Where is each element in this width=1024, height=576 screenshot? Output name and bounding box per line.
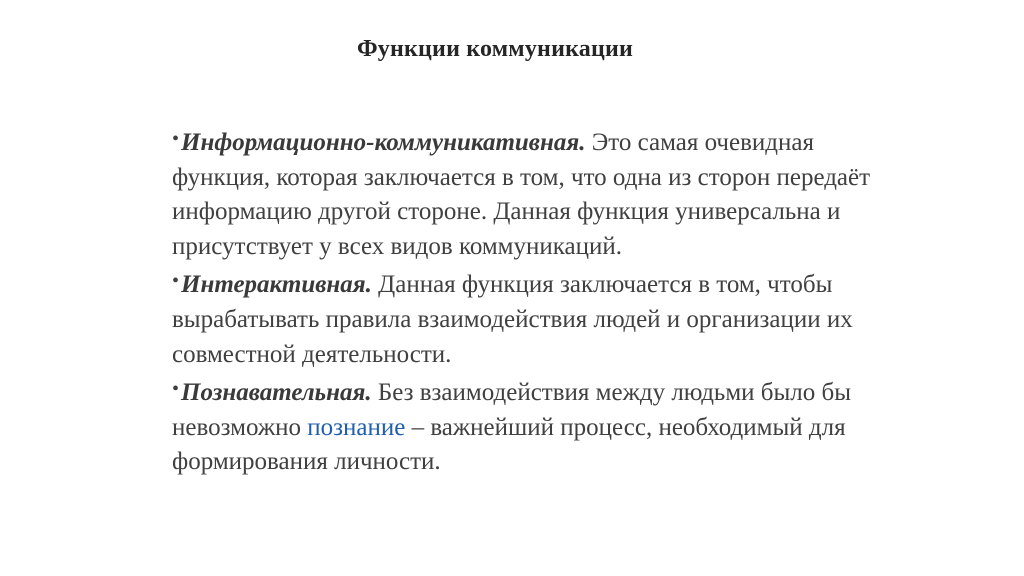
slide-title: Функции коммуникации xyxy=(356,36,634,62)
bullet-item-cognitive xyxy=(172,372,912,480)
item-term: Информационно-коммуникативная. xyxy=(181,129,586,156)
item-term: Познавательная. xyxy=(181,379,372,407)
slide-content xyxy=(172,122,912,480)
bullet-icon: • xyxy=(172,270,180,293)
item-text-after-link: – важнейший процесс, необходимый для формирования личности. xyxy=(172,413,846,476)
bullet-item-informational xyxy=(172,122,912,264)
cognition-link[interactable]: познание xyxy=(307,413,406,441)
item-text-before-link: Без взаимодействия между людьми было бы невозможно xyxy=(172,379,852,441)
bullet-icon: • xyxy=(172,128,180,150)
item-term: Интерактивная. xyxy=(181,271,372,299)
bullet-icon: • xyxy=(172,378,180,401)
item-text: Данная функция заключается в том, чтобы вырабатывать правила взаимодействия людей и организации их совместной деятельности. xyxy=(172,271,853,368)
bullet-item-interactive xyxy=(172,264,912,372)
item-text: Это самая очевидная функция, которая заключается в том, что одна из сторон передаёт информацию другой стороне. Данная функция универсальна и присутствует у всех видов коммуникаций. xyxy=(172,129,871,260)
